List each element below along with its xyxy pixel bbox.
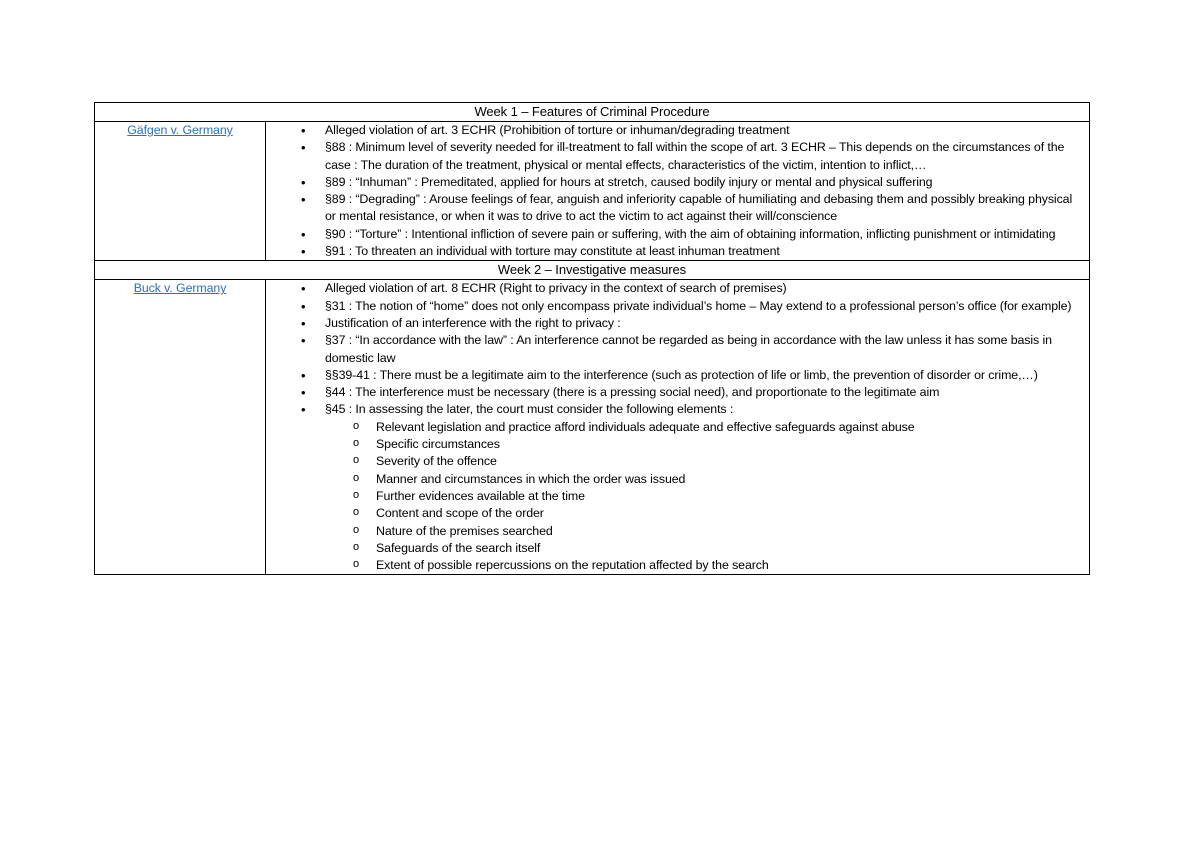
list-item-text: §45 : In assessing the later, the court must consider the following elements :	[325, 402, 734, 417]
week-1-case-cell	[95, 122, 266, 261]
week-1-case-row	[95, 122, 1090, 261]
sub-list-item: o Extent of possible repercussions on the reputation affected by the search	[376, 557, 1083, 574]
list-item: • §90 : “Torture” : Intentional infliction of severe pain or suffering, with the aim of obtaining information, inflicting punishment or intimidating	[325, 226, 1083, 243]
list-item: • Justification of an interference with the right to privacy :	[325, 315, 1083, 332]
sub-list-item: o Nature of the premises searched	[376, 523, 1083, 540]
week-1-notes-cell	[266, 122, 1090, 261]
week-2-title: Week 2 – Investigative measures	[95, 261, 1090, 280]
sub-bullet-list	[325, 419, 1083, 575]
list-item: • §31 : The notion of “home” does not only encompass private individual’s home – May extend to a professional person’s office (for example)	[325, 298, 1083, 315]
list-item-with-sublist	[325, 401, 1083, 574]
week-2-header-row	[95, 261, 1090, 280]
list-item: • §44 : The interference must be necessary (there is a pressing social need), and proportionate to the legitimate aim	[325, 384, 1083, 401]
sub-list-item: o Further evidences available at the time	[376, 488, 1083, 505]
week-2-bullet-list	[266, 280, 1089, 574]
week-1-bullet-list	[266, 122, 1089, 260]
list-item: • §89 : “Degrading” : Arouse feelings of fear, anguish and inferiority capable of humiliating and debasing them and possibly breaking physical or mental resistance, or when it was to drive to act the victim to act against their will/conscience	[325, 191, 1083, 226]
week-2-case-cell	[95, 280, 266, 575]
list-item: • Alleged violation of art. 8 ECHR (Right to privacy in the context of search of premises)	[325, 280, 1083, 297]
sub-list-item: o Manner and circumstances in which the order was issued	[376, 471, 1083, 488]
list-item: • §§39-41 : There must be a legitimate aim to the interference (such as protection of life or limb, the prevention of disorder or crime,…)	[325, 367, 1083, 384]
case-link-buck[interactable]: Buck v. Germany	[133, 281, 227, 296]
week-1-title: Week 1 – Features of Criminal Procedure	[95, 103, 1090, 122]
sub-list-item: o Severity of the offence	[376, 453, 1083, 470]
list-item: • §37 : “In accordance with the law” : An interference cannot be regarded as being in accordance with the law unless it has some basis in domestic law	[325, 332, 1083, 367]
list-item: • Alleged violation of art. 3 ECHR (Prohibition of torture or inhuman/degrading treatment	[325, 122, 1083, 139]
sub-list-item: o Content and scope of the order	[376, 505, 1083, 522]
sub-list-item: o Safeguards of the search itself	[376, 540, 1083, 557]
case-link-gafgen[interactable]: Gäfgen v. Germany	[127, 123, 233, 137]
list-item: • §91 : To threaten an individual with torture may constitute at least inhuman treatment	[325, 243, 1083, 260]
week-2-notes-cell	[266, 280, 1090, 575]
week-2-case-row	[95, 280, 1090, 575]
list-item: • §88 : Minimum level of severity needed for ill-treatment to fall within the scope of art. 3 ECHR – This depends on the circumstances of the case : The duration of the treatment, physical or mental effects, characteristics of the victim, intention to inflict,…	[325, 139, 1083, 174]
case-law-table	[94, 102, 1090, 575]
list-item: • §89 : “Inhuman” : Premeditated, applied for hours at stretch, caused bodily injury or mental and physical suffering	[325, 174, 1083, 191]
week-1-header-row	[95, 103, 1090, 122]
sub-list-item: o Relevant legislation and practice afford individuals adequate and effective safeguards against abuse	[376, 419, 1083, 436]
sub-list-item: o Specific circumstances	[376, 436, 1083, 453]
